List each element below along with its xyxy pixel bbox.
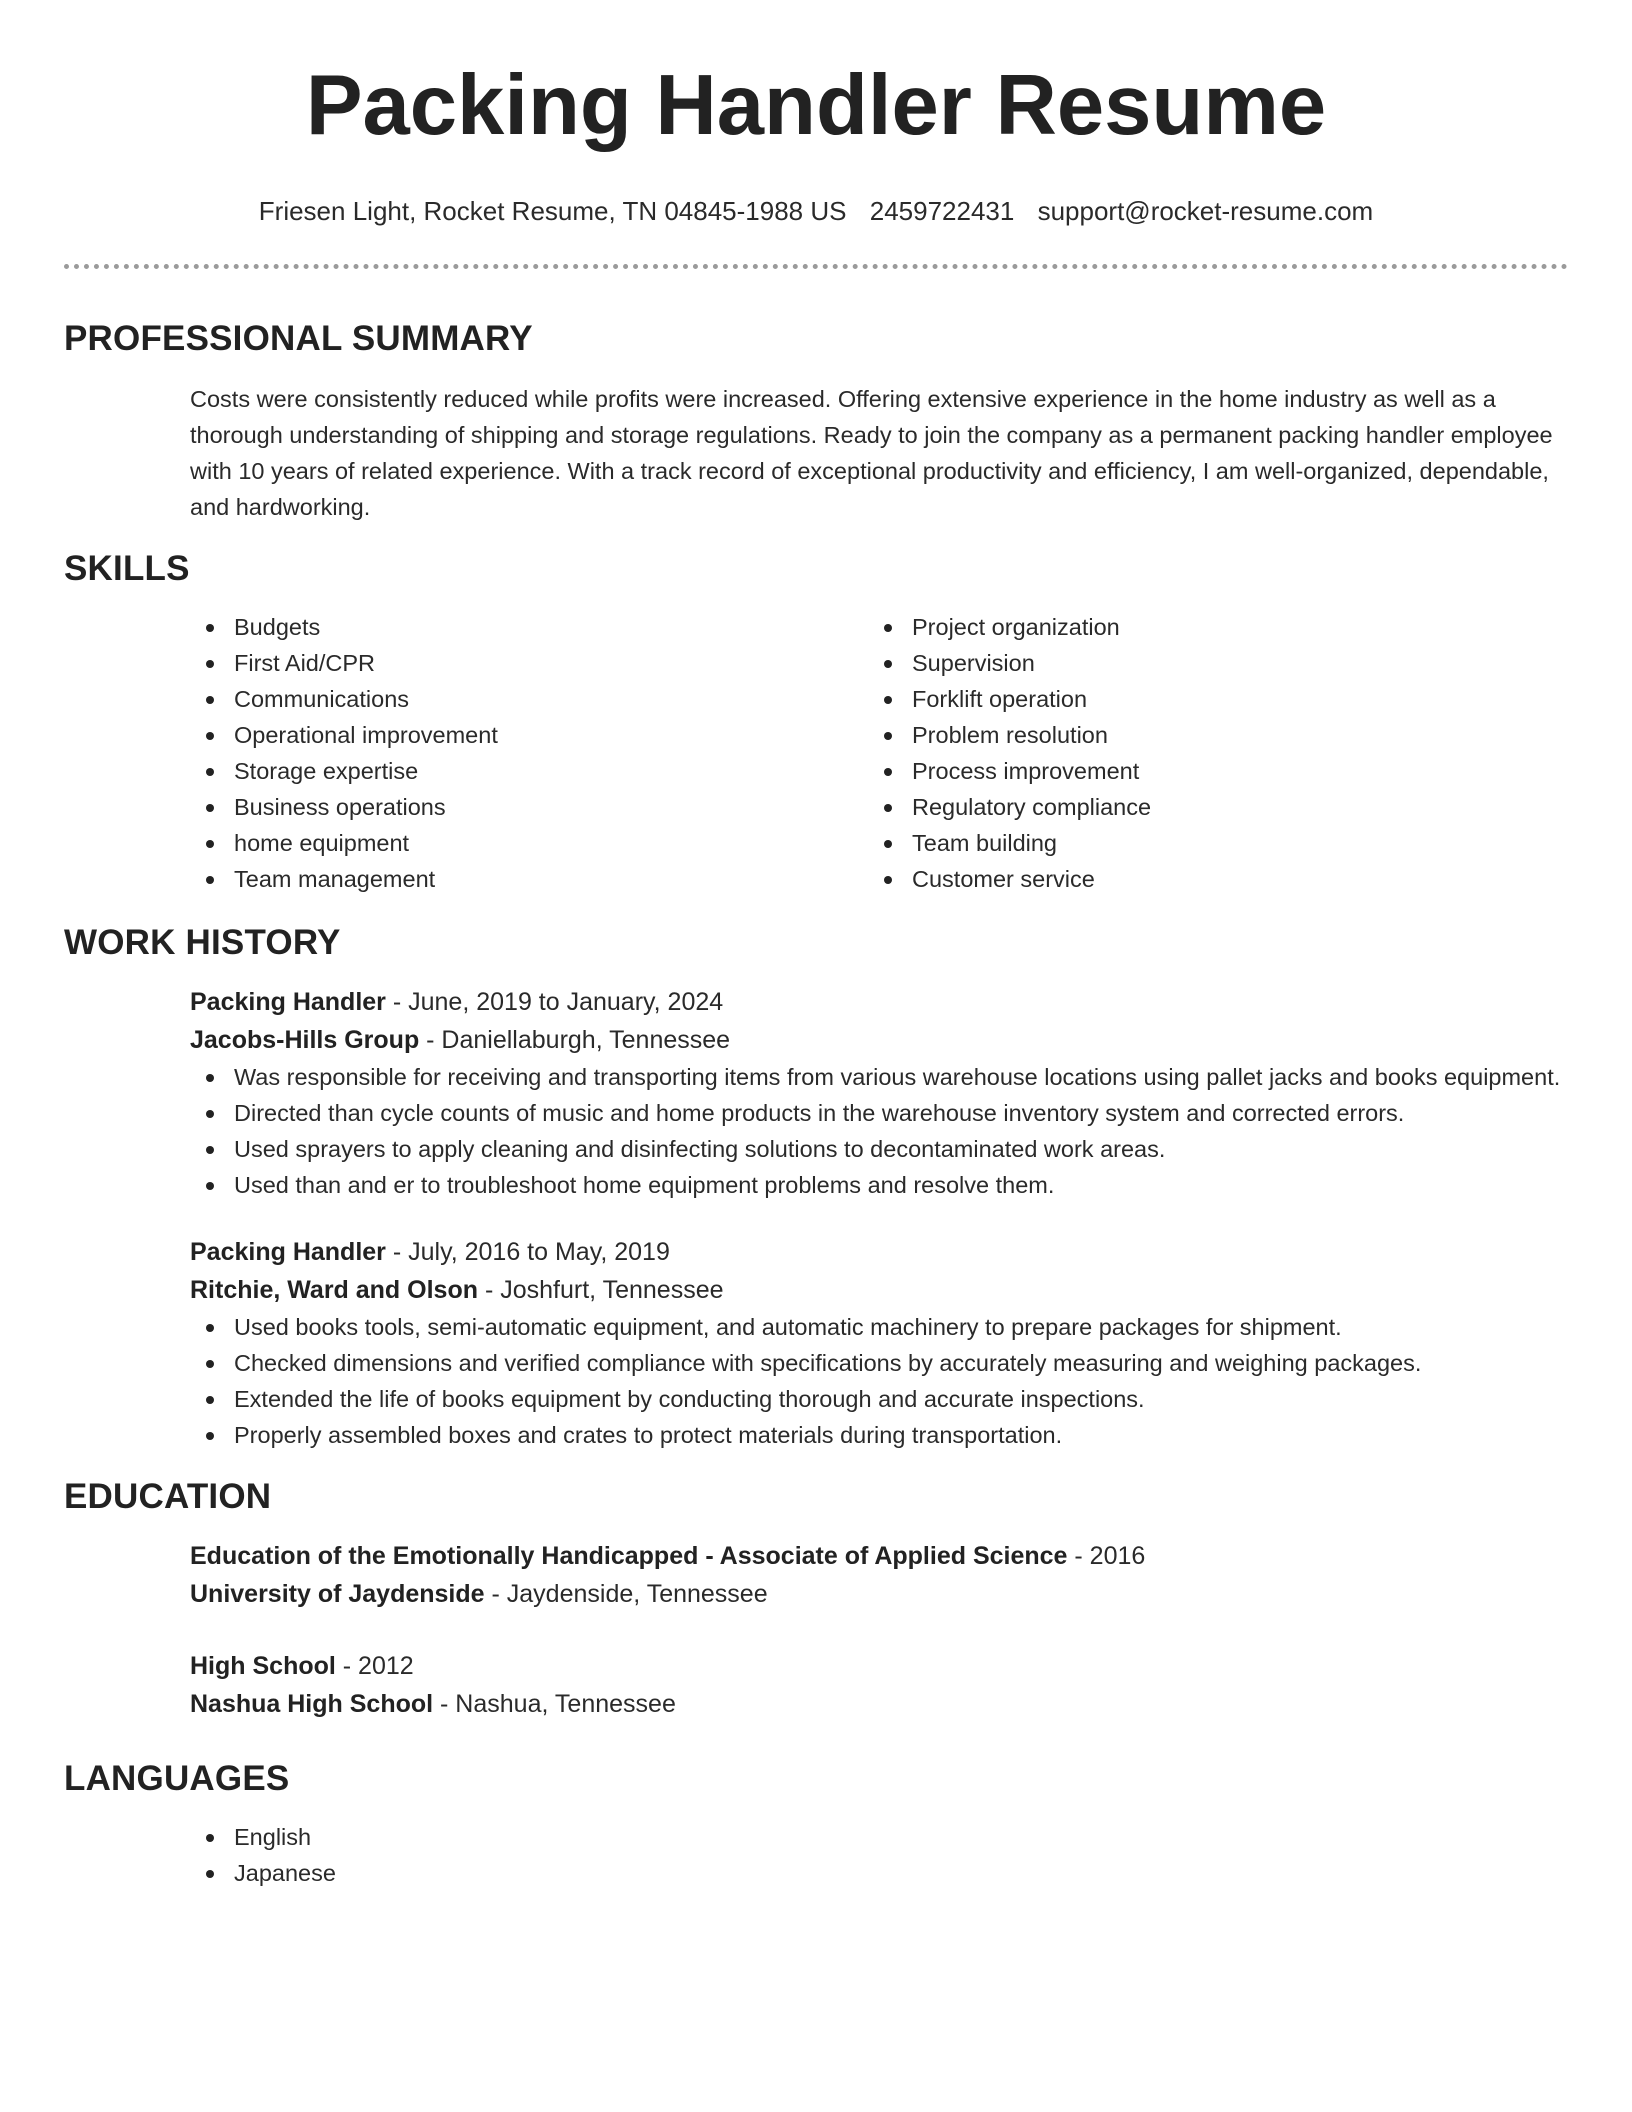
work-heading: WORK HISTORY: [64, 923, 341, 962]
languages-heading: LANGUAGES: [64, 1759, 290, 1798]
skills-section: [64, 547, 1568, 897]
language-item: Japanese: [190, 1855, 1568, 1891]
skills-left-list: [190, 609, 868, 897]
summary-section: [64, 317, 1568, 525]
education-degree: Education of the Emotionally Handicapped - Associate of Applied Science: [190, 1542, 1068, 1570]
education-school: Nashua High School: [190, 1690, 434, 1718]
education-location: - Jaydenside, Tennessee: [484, 1580, 768, 1608]
languages-section: [64, 1757, 1568, 1891]
skill-item: Forklift operation: [868, 681, 1546, 717]
skill-item: Business operations: [190, 789, 868, 825]
resume-title: Packing Handler Resume: [305, 58, 1327, 153]
job-duty: Checked dimensions and verified compliance with specifications by accurately measuring and weighing packages.: [190, 1345, 1568, 1381]
skill-item: home equipment: [190, 825, 868, 861]
skill-item: Team building: [868, 825, 1546, 861]
skill-item: Problem resolution: [868, 717, 1546, 753]
job-duties: [64, 1059, 1568, 1203]
education-year: - 2012: [335, 1652, 414, 1680]
education-entry: [190, 1537, 1568, 1613]
contact-email: support@rocket-resume.com: [1037, 196, 1374, 226]
skill-item: Supervision: [868, 645, 1546, 681]
job-dates: - June, 2019 to January, 2024: [385, 988, 724, 1016]
education-degree: High School: [190, 1652, 336, 1680]
job-duty: Directed than cycle counts of music and home products in the warehouse inventory system and corrected errors.: [190, 1095, 1568, 1131]
job-entry: [190, 1233, 1568, 1453]
contact-line: [64, 194, 1568, 228]
education-school-line: [190, 1685, 1568, 1723]
education-degree-line: [190, 1647, 1568, 1685]
job-location: - Daniellaburgh, Tennessee: [419, 1026, 731, 1054]
education-school-line: [190, 1575, 1568, 1613]
job-company-line: [190, 1271, 1568, 1309]
language-item: English: [190, 1819, 1568, 1855]
skill-item: First Aid/CPR: [190, 645, 868, 681]
job-role: Packing Handler: [190, 1238, 386, 1266]
skill-item: Process improvement: [868, 753, 1546, 789]
skills-heading: SKILLS: [64, 549, 190, 588]
job-duty: Used books tools, semi-automatic equipment, and automatic machinery to prepare packages for shipment.: [190, 1309, 1568, 1345]
job-duties: [64, 1309, 1568, 1453]
skill-item: Team management: [190, 861, 868, 897]
job-duty: Extended the life of books equipment by conducting thorough and accurate inspections.: [190, 1381, 1568, 1417]
skill-item: Project organization: [868, 609, 1546, 645]
job-duty: Properly assembled boxes and crates to protect materials during transportation.: [190, 1417, 1568, 1453]
summary-heading: PROFESSIONAL SUMMARY: [64, 319, 533, 358]
work-section: [64, 921, 1568, 1453]
education-section: [64, 1475, 1568, 1723]
skill-item: Storage expertise: [190, 753, 868, 789]
header-divider: [64, 264, 1568, 269]
job-title-line: [190, 983, 1568, 1021]
skills-right-list: [868, 609, 1546, 897]
job-location: - Joshfurt, Tennessee: [478, 1276, 724, 1304]
skill-item: Operational improvement: [190, 717, 868, 753]
job-role: Packing Handler: [190, 988, 386, 1016]
skills-grid: [190, 609, 1568, 897]
education-school: University of Jaydenside: [190, 1580, 485, 1608]
contact-address: Friesen Light, Rocket Resume, TN 04845-1988 US: [258, 196, 847, 226]
job-entry: [190, 983, 1568, 1203]
education-location: - Nashua, Tennessee: [433, 1690, 676, 1718]
education-entry: [190, 1647, 1568, 1723]
skill-item: Customer service: [868, 861, 1546, 897]
education-year: - 2016: [1067, 1542, 1146, 1570]
education-degree-line: [190, 1537, 1568, 1575]
skill-item: Budgets: [190, 609, 868, 645]
job-duty: Used than and er to troubleshoot home equipment problems and resolve them.: [190, 1167, 1568, 1203]
job-duty: Used sprayers to apply cleaning and disinfecting solutions to decontaminated work areas.: [190, 1131, 1568, 1167]
job-title-line: [190, 1233, 1568, 1271]
languages-list: [190, 1819, 1568, 1891]
contact-phone: 2459722431: [869, 196, 1015, 226]
job-duty: Was responsible for receiving and transporting items from various warehouse locations using pallet jacks and books equipment.: [190, 1059, 1568, 1095]
skill-item: Communications: [190, 681, 868, 717]
job-company-line: [190, 1021, 1568, 1059]
job-dates: - July, 2016 to May, 2019: [385, 1238, 670, 1266]
job-company: Jacobs-Hills Group: [190, 1026, 420, 1054]
education-heading: EDUCATION: [64, 1477, 272, 1516]
job-company: Ritchie, Ward and Olson: [190, 1276, 478, 1304]
summary-text: Costs were consistently reduced while profits were increased. Offering extensive experience in the home industry as well as a thorough understanding of shipping and storage regulations. Ready to join the company as a permanent packing handler employee with 10 years of related experience. With a track record of exceptional productivity and efficiency, I am well-organized, dependable, and hardworking.: [190, 386, 1553, 520]
skill-item: Regulatory compliance: [868, 789, 1546, 825]
